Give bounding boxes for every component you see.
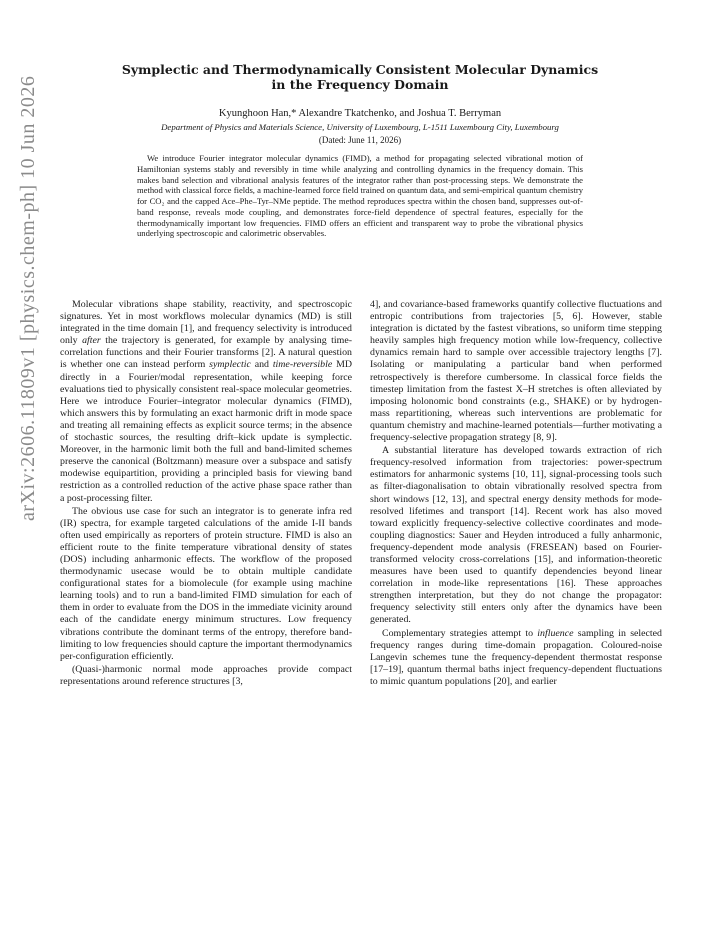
emphasis: symplectic [209,359,251,371]
body-column-left [60,299,352,688]
paragraph: 4], and covariance-based frameworks quantify collective fluctuations and entropic contributions from trajectories [5, 6]. However, stable integration is dictated by the fastest vibrations, so uniform time stepping heavily samples high frequency motion while low-frequency, collective dynamics remain hard to sample over accessible trajectory lengths [7]. Isolating or manipulating a particular band when performed retrospectively is therefore cumbersome. In classical force fields the timestep limitation from the fastest X–H stretches is often alleviated by imposing holonomic bond constraints (e.g., SHAKE) or by hydrogen-mass repartitioning, whereas such interventions are problematic for quantum chemistry and machine-learned potentials—further motivating a frequency-selective propagation strategy [8, 9]. [370,299,662,444]
paragraph [60,299,352,505]
text-run: sampling in selected frequency ranges during time-domain propagation. Coloured-noise Langevin schemes tune the frequency-dependent thermostat response [17–19], quantum thermal baths inject frequency-dependent fluctuations to mimic quantum populations [20], and earlier [370,627,662,687]
paragraph: (Quasi-)harmonic normal mode approaches provide compact representations around reference structures [3, [60,663,352,687]
emphasis: after [82,335,101,347]
text-run: MD directly in a Fourier/modal representation, while keeping force evaluations tied to physically consistent real-space molecular geometries. Here we introduce Fourier–integrator molecular dynamics (FIMD), which answers this by formulating an exact harmonic drift in mode space and treating all remaining effects as explicit source terms; in the absence of stochastic sources, the resulting drift–kick update is symplectic. Moreover, in the harmonic limit both the full and band-limited schemes preserve the canonical (Boltzmann) measure over a subspace and satisfy modewise equipartition, providing a principled basis for viewing band restriction as a controlled reduction of the active phase space rather than a post-processing filter. [60,359,352,504]
paragraph: A substantial literature has developed towards extraction of rich frequency-resolved information from trajectories: power-spectrum estimators for anharmonic systems [10, 11], signal-processing tools such as filter-diagonalisation to obtain vibrationally resolved spectra from short windows [12, 13], and spectral energy density methods for mode-resolved lifetimes and transport [14]. Recent work has also moved toward explicitly frequency-selective collective coordinates and mode-coupling diagnostics: Sauer and Heyden introduced a fully anharmonic, frequency-dependent mode analysis (FRESEAN) based on Fourier-transformed velocity cross-correlations [15], and information-theoretic measures have been used to quantify dependencies beyond linear correlation in mode-like representations [16]. These approaches strengthen interpretation, but they do not change the propagator: frequency selectivity still enters only after the dynamics have been generated. [370,445,662,626]
paper-title [100,62,620,92]
text-run: the trajectory is generated, for example by analysing time-correlation functions and their Fourier transforms [2]. A natural question is whether one can instead perform [60,335,352,371]
affiliation: Department of Physics and Materials Science, University of Luxembourg, L-1511 Luxembourg City, Luxembourg [161,122,559,132]
title-line-2: in the Frequency Domain [271,77,449,92]
emphasis: time-reversible [272,359,333,371]
title-line-1: Symplectic and Thermodynamically Consistent Molecular Dynamics [121,62,599,77]
text-run: Complementary strategies attempt to [382,627,538,639]
emphasis: influence [537,627,574,639]
author-list: Kyunghoon Han,* Alexandre Tkatchenko, and Joshua T. Berryman [218,108,502,119]
arxiv-sidebar-stamp: arXiv:2606.11809v1 [physics.chem-ph] 10 Jun 2026 [17,75,39,521]
paragraph: The obvious use case for such an integrator is to generate infra red (IR) spectra, for example targeted calculations of the amide I-II bands often used empirically as reporters of protein structure. FIMD is also an efficient route to the finite temperature vibrational density of states (DOS) including anharmonic effects. The workflow of the proposed thermodynamic usecase would be to obtain multiple candidate configurational states for a biomolecule (for example using machine learning tools) and to run a band-limited FIMD simulation for each of them in order to evaluate from the DOS in the immediate vicinity around each of the candidate energy minimum structures. Low frequency vibrations contribute the dominant terms of the entropy, therefore band-limiting to low frequencies should capture the important thermodynamics per-configuration efficiently. [60,505,352,662]
date-line: (Dated: June 11, 2026) [318,135,402,145]
paragraph [370,628,662,688]
body-column-right [370,299,662,688]
text-run: and [250,359,273,371]
abstract: We introduce Fourier integrator molecular dynamics (FIMD), a method for propagating selected vibrational motion of Hamiltonian systems stably and reversibly in time while analyzing and controlling dynamics in the frequency domain. This makes band selection and vibrational analysis features of the integrator rather than post-processing steps. We demonstrate the method with classical force fields, a machine-learned force field trained on quantum data, and semi-empirical quantum chemistry for CO₂ and the capped Ace–Phe–Tyr–NMe peptide. The method reproduces spectra within the chosen band, suppresses out-of-band response, reveals mode coupling, and demonstrates force-field dependence of spectral features, especially for the thermodynamically important low frequencies. FIMD offers an efficient and transparent way to probe the vibrational physics underlying spectroscopic and calorimetric observables. [137,153,583,239]
text-run: Molecular vibrations shape stability, reactivity, and spectroscopic signatures. Yet in most workflows molecular dynamics (MD) is still integrated in the time domain [1], and frequency selectivity is introduced only [60,299,352,347]
